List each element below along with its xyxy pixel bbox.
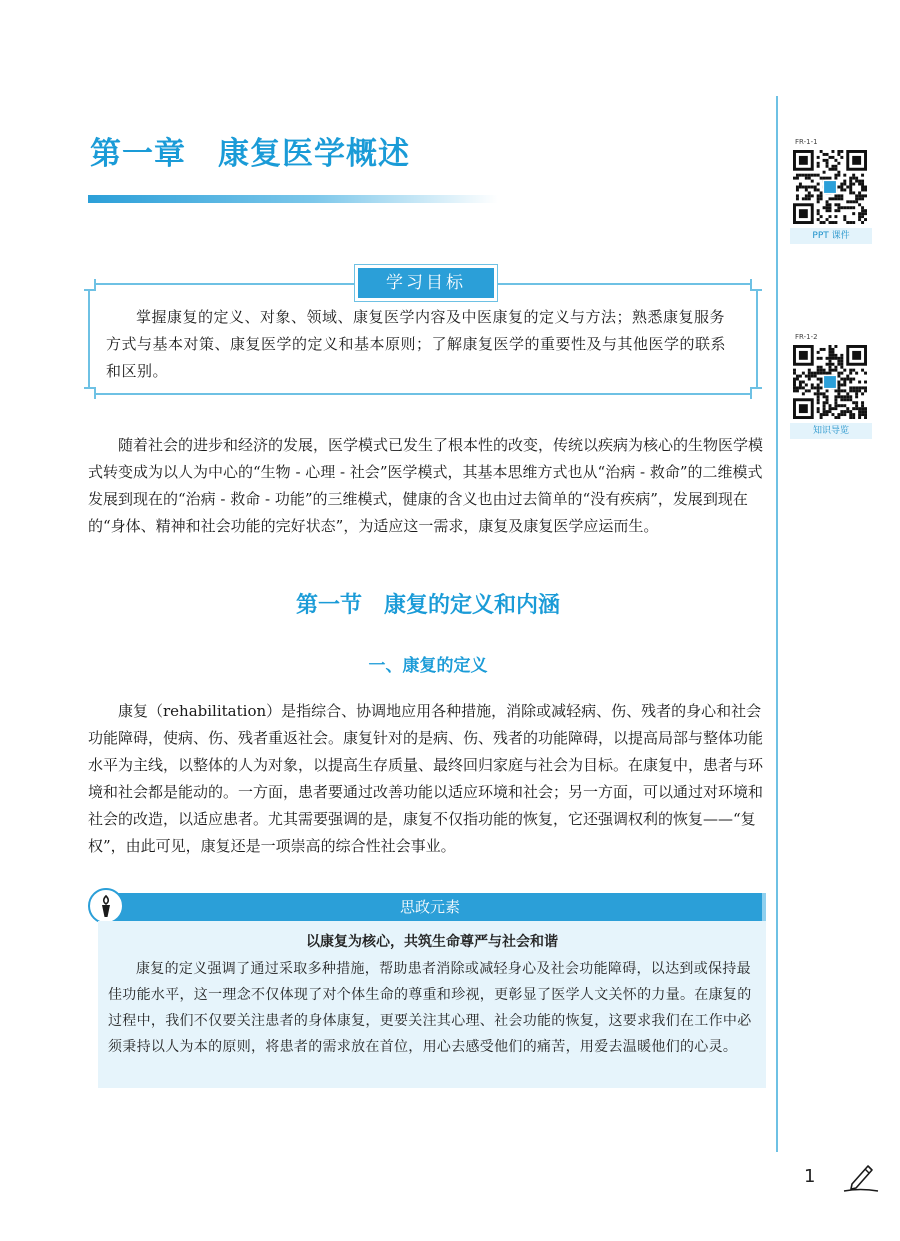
- ideology-header-edge: [762, 893, 766, 921]
- qr-code-icon[interactable]: [793, 138, 867, 224]
- chapter-title: 第一章 康复医学概述: [90, 136, 410, 172]
- intro-paragraph: 随着社会的进步和经济的发展，医学模式已发生了根本性的改变，传统以疾病为核心的生物医学模式转变成为以人为中心的“生物 - 心理 - 社会”医学模式，其基本思维方式也从“治病 - 救命”的二维模式发展到现在的“治病 - 救命 - 功能”的三维模式，健康的含义也由过去简单的“没有疾病”，发展到现在的“身体、精神和社会功能的完好状态”，为适应这一需求，康复及康复医学应运而生。: [88, 436, 764, 535]
- ideology-text: 康复的定义强调了通过采取多种措施，帮助患者消除或减轻身心及社会功能障碍，以达到或保持最佳功能水平，这一理念不仅体现了对个体生命的尊重和珍视，更彰显了医学人文关怀的力量。在康复的过程中，我们不仅要关注患者的身体康复，更要关注其心理、社会功能的恢复，这要求我们在工作中必须秉持以人为本的原则，将患者的需求放在首位，用心去感受他们的痛苦，用爱去温暖他们的心灵。: [108, 961, 752, 1055]
- qr-block-ppt[interactable]: [790, 138, 872, 244]
- qr-label-ppt: PPT 课件: [790, 228, 872, 244]
- frame-corner: [84, 387, 96, 399]
- frame-corner: [750, 387, 762, 399]
- frame-corner: [84, 279, 96, 291]
- qr-code-icon[interactable]: [793, 333, 867, 419]
- page-number: 1: [804, 1166, 816, 1187]
- torch-icon: [88, 888, 124, 924]
- qr-id: FR-1-2: [795, 333, 818, 341]
- margin-rule: [776, 96, 778, 1152]
- qr-label-overview: 知识导览: [790, 423, 872, 439]
- pen-icon: [840, 1160, 880, 1198]
- objectives-text: 掌握康复的定义、对象、领域、康复医学内容及中医康复的定义与方法；熟悉康复服务方式与基本对策、康复医学的定义和基本原则；了解康复医学的重要性及与其他医学的联系和区别。: [106, 308, 727, 380]
- qr-id: FR-1-1: [795, 138, 818, 146]
- subsection-title: 一、康复的定义: [368, 656, 488, 676]
- ideology-subtitle: 以康复为核心，共筑生命尊严与社会和谐: [306, 934, 558, 950]
- frame-corner: [750, 279, 762, 291]
- section-title: 第一节 康复的定义和内涵: [295, 593, 560, 618]
- ideology-header: 思政元素: [98, 893, 762, 921]
- title-underline-bar: [88, 195, 498, 203]
- definition-paragraph: 康复（rehabilitation）是指综合、协调地应用各种措施，消除或减轻病、伤、残者的身心和社会功能障碍，使病、伤、残者重返社会。康复针对的是病、伤、残者的功能障碍，以提高局部与整体功能水平为主线，以整体的人为对象，以提高生存质量、最终回归家庭与社会为目标。在康复中，患者与环境和社会都是能动的。一方面，患者要通过改善功能以适应环境和社会；另一方面，可以通过对环境和社会的改造，以适应患者。尤其需要强调的是，康复不仅指功能的恢复，它还强调权利的恢复——“复权”，由此可见，康复还是一项崇高的综合性社会事业。: [88, 702, 764, 855]
- qr-block-overview[interactable]: [790, 333, 872, 439]
- objectives-label: 学习目标: [358, 268, 494, 298]
